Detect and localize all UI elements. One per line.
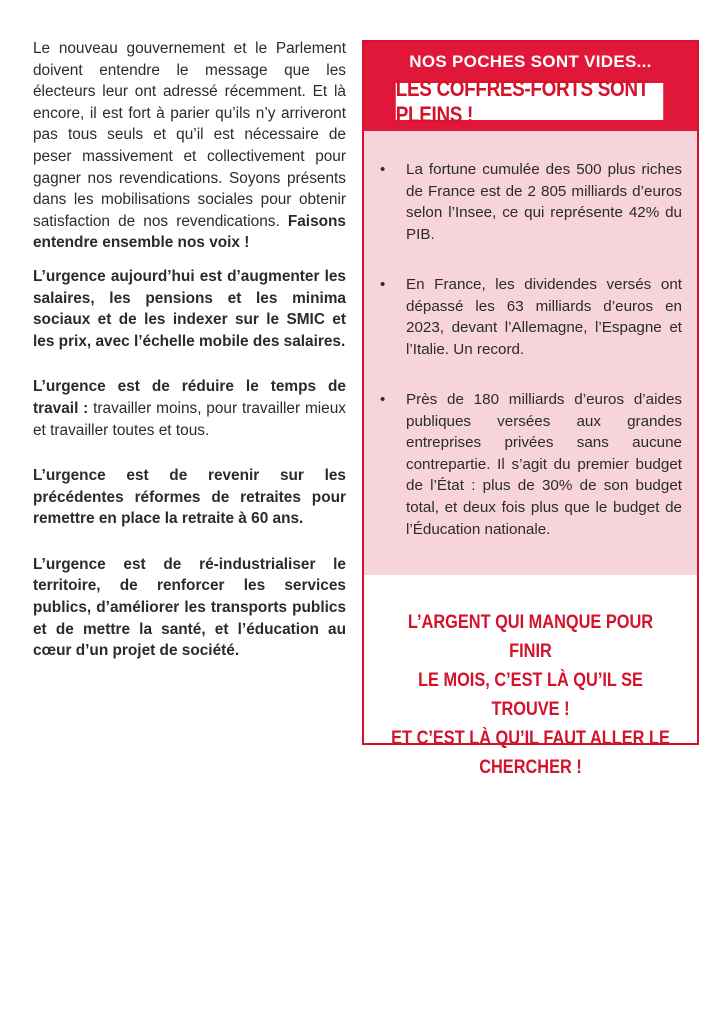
facts-box-body bbox=[364, 131, 697, 575]
bullet-icon: • bbox=[380, 161, 386, 178]
urgency-industry: L’urgence est de ré-industrialiser le territoire, de renforcer les services publics, d’améliorer les transports publics et de mettre la santé, et l’éducation au cœur d’un projet de société. bbox=[33, 555, 346, 660]
conclusion-line: ET C’EST LÀ QU’IL FAUT ALLER LE bbox=[391, 728, 670, 749]
fact-text: Près de 180 milliards d’euros d’aides publiques versées aux grandes entreprises privées sans aucune contrepartie. Il s’agit du premier budget de l’État : plus de 30% de son budget total, et deux fois plus que le budget de l’Éducation nationale. bbox=[406, 391, 682, 538]
urgency-retirement: L’urgence est de revenir sur les précédentes réformes de retraites pour remettre en place la retraite à 60 ans. bbox=[33, 467, 346, 528]
fact-text: En France, les dividendes versés ont dépassé les 63 milliards d’euros en 2023, devant l’Allemagne, l’Espagne et l’Italie. Un record. bbox=[406, 276, 682, 358]
fact-text: La fortune cumulée des 500 plus riches de France est de 2 805 milliards d’euros selon l’Insee, ce qui représente 42% du PIB. bbox=[406, 161, 682, 243]
bullet-icon: • bbox=[380, 391, 386, 408]
urgency-work-time-bold: L’urgence est de réduire le temps de travail : bbox=[33, 378, 346, 417]
urgency-work-time-rest: travailler moins, pour travailler mieux et travailler toutes et tous. bbox=[33, 399, 346, 439]
intro-callout: Faisons entendre ensemble nos voix ! bbox=[33, 212, 346, 252]
urgency-work-time bbox=[33, 376, 346, 441]
header-line-1: NOS POCHES SONT VIDES... bbox=[409, 52, 652, 71]
facts-box-header bbox=[364, 42, 697, 131]
intro-paragraph bbox=[33, 38, 346, 254]
urgency-salaries: L’urgence aujourd’hui est d’augmenter les salaires, les pensions et les minima sociaux et de les indexer sur le SMIC et les prix, avec l’échelle mobile des salaires. bbox=[33, 267, 346, 350]
intro-text: Le nouveau gouvernement et le Parlement doivent entendre le message que les électeurs leur ont adressé récemment. Et là encore, il est fort à parier qu’ils n’y arriveront pas tous seuls et qu’il est nécessaire de peser massivement et collectivement pour gagner nos revendications. Soyons présents dans les mobilisations sociales pour obtenir satisfaction de nos revendications. bbox=[33, 40, 346, 230]
header-line-2: LES COFFRES-FORTS SONT PLEINS ! bbox=[396, 83, 663, 120]
left-column bbox=[33, 38, 346, 662]
bullet-icon: • bbox=[380, 276, 386, 293]
conclusion-line: LE MOIS, C’EST LÀ QU’IL SE TROUVE ! bbox=[418, 670, 643, 720]
facts-box bbox=[362, 40, 699, 778]
conclusion-line: CHERCHER ! bbox=[479, 757, 582, 778]
facts-box-conclusion bbox=[364, 608, 697, 782]
conclusion-line: L’ARGENT QUI MANQUE POUR FINIR bbox=[407, 612, 654, 662]
